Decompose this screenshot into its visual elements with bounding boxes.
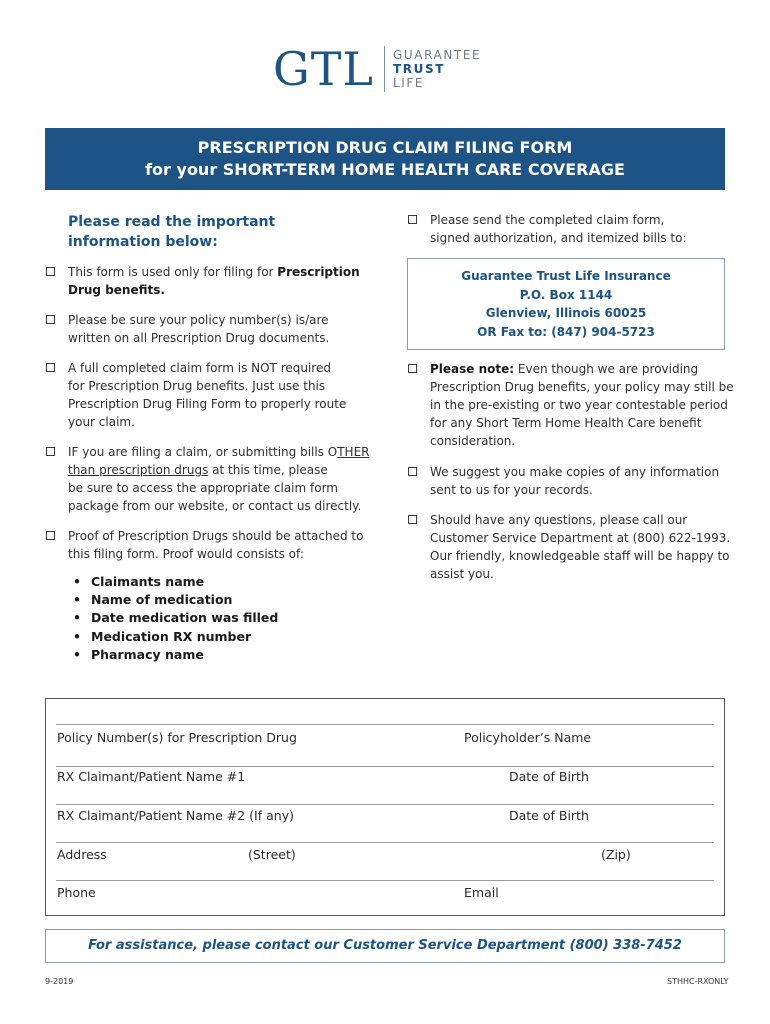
instruction-item-other-claims bbox=[68, 443, 370, 515]
assistance-banner: For assistance, please contact our Customer Service Department (800) 338-7452 bbox=[45, 929, 725, 963]
checkbox[interactable] bbox=[408, 364, 417, 373]
item-text: be sure to access the appropriate claim form bbox=[68, 481, 338, 495]
list-item: • Pharmacy name bbox=[73, 646, 278, 664]
phone-field[interactable]: Phone bbox=[57, 885, 96, 900]
heading-line-2: information below: bbox=[68, 234, 218, 250]
item-text-underlined: than prescription drugs bbox=[68, 463, 209, 477]
item-text: consideration. bbox=[430, 434, 516, 448]
list-item: • Medication RX number bbox=[73, 628, 278, 646]
policyholder-name-field[interactable]: Policyholder’s Name bbox=[464, 730, 592, 745]
address-fax: OR Fax to: (847) 904-5723 bbox=[477, 324, 655, 339]
item-text: your claim. bbox=[68, 415, 135, 429]
item-text: We suggest you make copies of any information bbox=[430, 465, 720, 479]
logo-divider bbox=[384, 46, 385, 92]
list-item: • Date medication was filled bbox=[73, 609, 278, 627]
instruction-item-prescription-only bbox=[68, 263, 360, 299]
heading-line-1: Please read the important bbox=[68, 214, 276, 230]
instruction-item-proof bbox=[68, 527, 363, 563]
item-text-bold: Prescription bbox=[277, 265, 360, 279]
logo-word-life: LIFE bbox=[392, 76, 425, 90]
item-text: Prescription Drug Filing Form to properly route bbox=[68, 397, 347, 411]
item-text: in the pre-existing or two year contestable period bbox=[430, 398, 728, 412]
item-text: Proof of Prescription Drugs should be attached to bbox=[68, 529, 364, 543]
list-item: • Claimants name bbox=[73, 573, 278, 591]
item-text-bold: Drug benefits. bbox=[68, 283, 165, 297]
instruction-item-claim-form bbox=[68, 359, 346, 431]
instruction-item-please-note bbox=[430, 360, 734, 450]
gtl-logo bbox=[273, 44, 481, 94]
form-subtitle: for your SHORT-TERM HOME HEALTH CARE COVERAGE bbox=[145, 160, 625, 179]
logo-wordmark bbox=[393, 48, 481, 90]
address-po-box: P.O. Box 1144 bbox=[519, 287, 613, 302]
list-item: • Name of medication bbox=[73, 591, 278, 609]
item-text: for Prescription Drug benefits. Just use this bbox=[68, 379, 326, 393]
item-text: Customer Service Department at (800) 622-1993. bbox=[430, 531, 731, 545]
item-text: signed authorization, and itemized bills to: bbox=[430, 231, 687, 245]
item-text: Prescription Drug benefits, your policy may still be bbox=[430, 380, 734, 394]
address-company: Guarantee Trust Life Insurance bbox=[461, 269, 671, 283]
logo-word-trust: TRUST bbox=[392, 62, 445, 76]
form-date: 9-2019 bbox=[45, 977, 74, 986]
item-text: sent to us for your records. bbox=[430, 483, 593, 497]
checkbox[interactable] bbox=[46, 531, 55, 540]
item-text: Please be sure your policy number(s) is/are bbox=[68, 313, 329, 327]
item-text: Please send the completed claim form, bbox=[430, 213, 665, 227]
street-label: (Street) bbox=[248, 847, 296, 862]
checkbox[interactable] bbox=[408, 515, 417, 524]
instruction-item-copies bbox=[430, 463, 719, 499]
claimant-2-dob-field[interactable]: Date of Birth bbox=[509, 808, 589, 823]
field-divider bbox=[56, 766, 714, 767]
logo-mark: GTL bbox=[273, 42, 374, 96]
checkbox[interactable] bbox=[46, 363, 55, 372]
instructions-heading bbox=[68, 212, 308, 252]
form-code: STHHC-RXONLY bbox=[667, 977, 729, 986]
checkbox[interactable] bbox=[408, 467, 417, 476]
claimant-1-dob-field[interactable]: Date of Birth bbox=[509, 769, 589, 784]
checkbox[interactable] bbox=[408, 215, 417, 224]
item-text: IF you are filing a claim, or submitting bills O bbox=[68, 445, 338, 459]
claim-form-fields bbox=[45, 698, 725, 916]
item-text: this filing form. Proof would consists of: bbox=[68, 547, 304, 561]
item-text: at this time, please bbox=[208, 463, 328, 477]
item-text: package from our website, or contact us directly. bbox=[68, 499, 362, 513]
policy-number-field[interactable]: Policy Number(s) for Prescription Drug bbox=[57, 730, 297, 745]
item-text: written on all Prescription Drug documents. bbox=[68, 331, 330, 345]
instruction-item-policy-number bbox=[68, 311, 329, 347]
item-text: assist you. bbox=[430, 567, 494, 581]
mailing-address-box bbox=[407, 258, 725, 350]
proof-list bbox=[73, 573, 278, 664]
checkbox[interactable] bbox=[46, 267, 55, 276]
item-text: This form is used only for filing for bbox=[68, 265, 278, 279]
zip-label: (Zip) bbox=[601, 847, 631, 862]
claimant-1-name-field[interactable]: RX Claimant/Patient Name #1 bbox=[57, 769, 246, 784]
email-field[interactable]: Email bbox=[464, 885, 499, 900]
item-text: Should have any questions, please call our bbox=[430, 513, 688, 527]
item-text-bold: Please note: bbox=[430, 362, 515, 376]
field-divider bbox=[56, 724, 714, 725]
instruction-item-questions bbox=[430, 511, 730, 583]
field-divider bbox=[56, 880, 714, 881]
item-text: A full completed claim form is NOT required bbox=[68, 361, 331, 375]
instruction-item-send-form bbox=[430, 211, 687, 247]
checkbox[interactable] bbox=[46, 315, 55, 324]
item-text: Even though we are providing bbox=[514, 362, 699, 376]
form-title: PRESCRIPTION DRUG CLAIM FILING FORM bbox=[197, 138, 573, 157]
field-divider bbox=[56, 842, 714, 843]
address-city: Glenview, Illinois 60025 bbox=[485, 306, 647, 320]
address-field[interactable]: Address bbox=[57, 847, 107, 862]
claimant-2-name-field[interactable]: RX Claimant/Patient Name #2 (If any) bbox=[57, 808, 294, 823]
checkbox[interactable] bbox=[46, 447, 55, 456]
item-text: for any Short Term Home Health Care benefit bbox=[430, 416, 702, 430]
logo-word-guarantee: GUARANTEE bbox=[392, 48, 482, 62]
form-title-banner bbox=[45, 128, 725, 190]
item-text-underlined: THER bbox=[337, 445, 370, 459]
field-divider bbox=[56, 804, 714, 805]
item-text: Our friendly, knowledgeable staff will be happy to bbox=[430, 549, 730, 563]
